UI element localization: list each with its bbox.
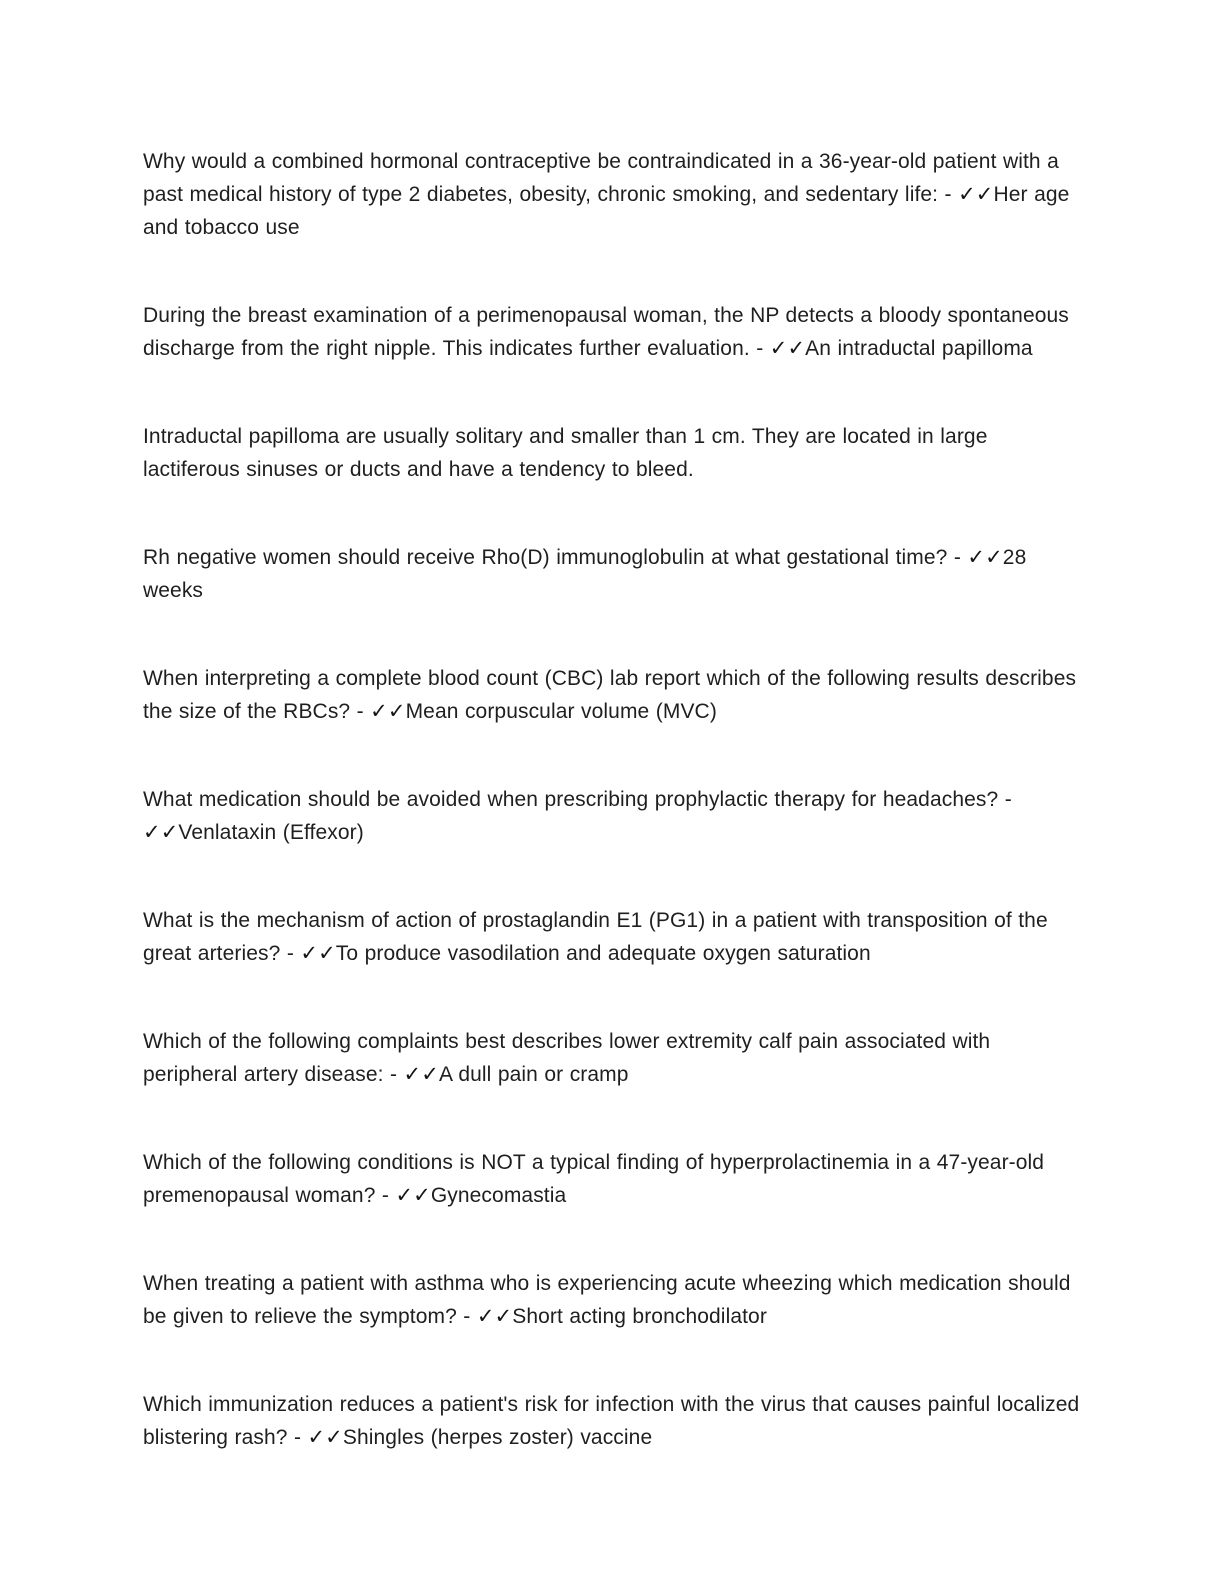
qa-item xyxy=(143,541,1083,607)
answer-text: Venlataxin (Effexor) xyxy=(178,821,364,844)
answer-text: An intraductal papilloma xyxy=(805,337,1033,360)
answer-text: A dull pain or cramp xyxy=(438,1063,629,1086)
question-text: During the breast examination of a perimenopausal woman, the NP detects a bloody spontaneous discharge from the right nipple. This indicates further evaluation. - xyxy=(143,304,1069,360)
question-text: Why would a combined hormonal contraceptive be contraindicated in a 36-year-old patient with a past medical history of type 2 diabetes, obesity, chronic smoking, and sedentary life: - xyxy=(143,150,1059,206)
double-checkmark-icon: ✓✓ xyxy=(769,337,806,360)
question-text: Intraductal papilloma are usually solitary and smaller than 1 cm. They are located in large lactiferous sinuses or ducts and have a tendency to bleed. xyxy=(143,425,988,481)
qa-item xyxy=(143,1388,1083,1454)
qa-item xyxy=(143,145,1083,244)
qa-item xyxy=(143,1025,1083,1091)
question-text: Which of the following conditions is NOT a typical finding of hyperprolactinemia in a 47-year-old premenopausal woman? - xyxy=(143,1151,1045,1207)
qa-item xyxy=(143,420,1083,486)
qa-item xyxy=(143,1146,1083,1212)
double-checkmark-icon: ✓✓ xyxy=(958,183,994,206)
qa-item xyxy=(143,662,1083,728)
question-text: Rh negative women should receive Rho(D) immunoglobulin at what gestational time? - xyxy=(143,546,968,569)
double-checkmark-icon: ✓✓ xyxy=(395,1184,431,1207)
answer-text: To produce vasodilation and adequate oxygen saturation xyxy=(335,942,871,965)
answer-text: Mean corpuscular volume (MVC) xyxy=(405,700,717,723)
double-checkmark-icon: ✓✓ xyxy=(403,1063,439,1086)
double-checkmark-icon: ✓✓ xyxy=(143,821,179,844)
double-checkmark-icon: ✓✓ xyxy=(300,942,336,965)
question-text: When treating a patient with asthma who is experiencing acute wheezing which medication should be given to relieve the symptom? - xyxy=(143,1272,1071,1328)
double-checkmark-icon: ✓✓ xyxy=(370,700,406,723)
double-checkmark-icon: ✓✓ xyxy=(967,546,1003,569)
question-text: What is the mechanism of action of prostaglandin E1 (PG1) in a patient with transposition of the great arteries? - xyxy=(143,909,1048,965)
double-checkmark-icon: ✓✓ xyxy=(476,1305,513,1328)
question-text: When interpreting a complete blood count (CBC) lab report which of the following results describes the size of the RBCs? - xyxy=(143,667,1077,723)
answer-text: Gynecomastia xyxy=(430,1184,567,1207)
answer-text: Her age and tobacco use xyxy=(143,183,1070,239)
qa-item xyxy=(143,904,1083,970)
qa-item xyxy=(143,1267,1083,1333)
question-text: Which immunization reduces a patient's risk for infection with the virus that causes painful localized blistering rash? - xyxy=(143,1393,1080,1449)
qa-item xyxy=(143,783,1083,849)
answer-text: Shingles (herpes zoster) vaccine xyxy=(342,1426,653,1449)
double-checkmark-icon: ✓✓ xyxy=(307,1426,343,1449)
question-text: What medication should be avoided when prescribing prophylactic therapy for headaches? - xyxy=(143,788,1012,811)
question-text: Which of the following complaints best describes lower extremity calf pain associated with peripheral artery disease: - xyxy=(143,1030,991,1086)
answer-text: 28 weeks xyxy=(143,546,1027,602)
qa-item xyxy=(143,299,1083,365)
answer-text: Short acting bronchodilator xyxy=(512,1305,767,1328)
